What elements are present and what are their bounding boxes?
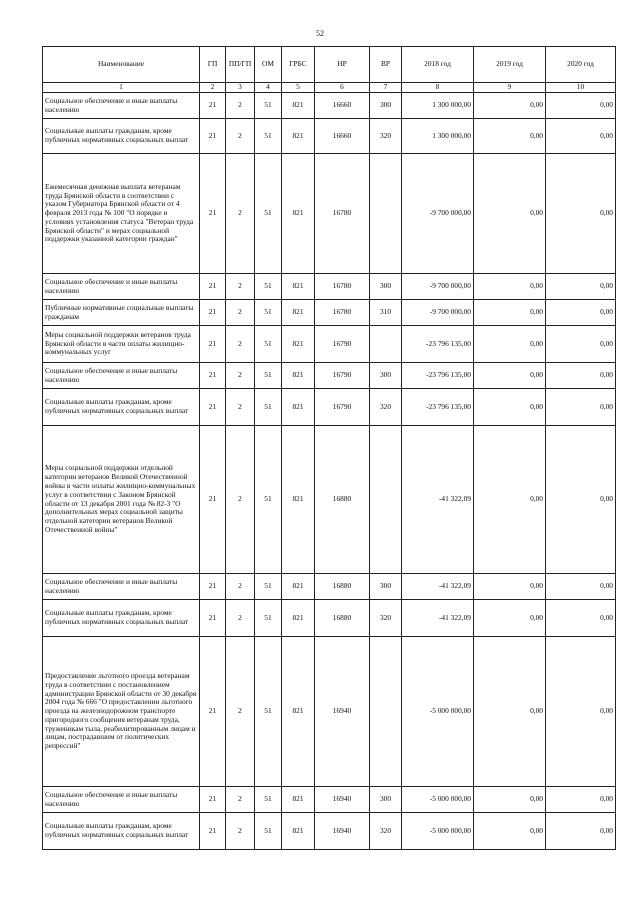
table-cell-2019: 0,00	[474, 300, 546, 326]
table-cell-grbs: 821	[282, 300, 315, 326]
table-cell-2018: -9 700 000,00	[402, 274, 474, 300]
table-cell-ppgp: 2	[226, 363, 255, 389]
table-cell-2020: 0,00	[546, 300, 616, 326]
table-cell-2020: 0,00	[546, 787, 616, 813]
table-cell-2018: -41 322,09	[402, 600, 474, 637]
table-cell-nr: 16780	[315, 300, 370, 326]
table-cell-2018: -5 000 000,00	[402, 787, 474, 813]
table-cell-ppgp: 2	[226, 787, 255, 813]
table-row	[43, 300, 616, 326]
header-grbs: ГРБС	[282, 47, 315, 83]
table-cell-2018: 1 300 000,00	[402, 93, 474, 119]
table-cell-grbs: 821	[282, 389, 315, 426]
table-cell-ppgp: 2	[226, 154, 255, 274]
table-cell-gp: 21	[200, 426, 226, 574]
header-2019: 2019 год	[474, 47, 546, 83]
table-cell-om: 51	[255, 637, 282, 787]
table-cell-name: Социальное обеспечение и иные выплаты населению	[43, 363, 200, 389]
table-cell-nr: 16790	[315, 326, 370, 363]
table-cell-2020: 0,00	[546, 637, 616, 787]
table-cell-grbs: 821	[282, 787, 315, 813]
table-cell-2019: 0,00	[474, 574, 546, 600]
table-cell-ppgp: 2	[226, 274, 255, 300]
table-cell-name: Ежемесячная денежная выплата ветеранам труда Брянской области в соответствии с указом Губернатора Брянской области от 4 февраля 2013 года № 100 "О порядке и условиях установления статуса "Ветеран труда Брянской области" и мерах социальной поддержки указанной категории граждан"	[43, 154, 200, 274]
table-cell-vr: 300	[370, 93, 402, 119]
table-cell-2018: -23 796 135,00	[402, 389, 474, 426]
table-cell-name: Социальные выплаты гражданам, кроме публичных нормативных социальных выплат	[43, 813, 200, 850]
table-cell-vr: 310	[370, 300, 402, 326]
table-row	[43, 426, 616, 574]
table-cell-om: 51	[255, 363, 282, 389]
table-cell-grbs: 821	[282, 813, 315, 850]
table-cell-gp: 21	[200, 787, 226, 813]
table-cell-om: 51	[255, 813, 282, 850]
table-cell-2019: 0,00	[474, 426, 546, 574]
column-number: 9	[474, 83, 546, 93]
column-number-row	[43, 83, 616, 93]
page-number: 52	[316, 29, 324, 38]
table-cell-om: 51	[255, 426, 282, 574]
table-cell-om: 51	[255, 300, 282, 326]
table-cell-nr: 16660	[315, 93, 370, 119]
header-vr: ВР	[370, 47, 402, 83]
table-row	[43, 637, 616, 787]
table-cell-2020: 0,00	[546, 154, 616, 274]
table-cell-grbs: 821	[282, 154, 315, 274]
table-cell-ppgp: 2	[226, 326, 255, 363]
table-cell-name: Социальное обеспечение и иные выплаты населению	[43, 93, 200, 119]
table-body	[43, 93, 616, 850]
table-cell-2018: -5 000 000,00	[402, 637, 474, 787]
table-cell-2018: -5 000 000,00	[402, 813, 474, 850]
table-cell-nr: 16780	[315, 154, 370, 274]
table-cell-2020: 0,00	[546, 813, 616, 850]
table-row	[43, 93, 616, 119]
table-cell-nr: 16790	[315, 363, 370, 389]
table-cell-2020: 0,00	[546, 93, 616, 119]
table-cell-nr: 16940	[315, 637, 370, 787]
header-2020: 2020 год	[546, 47, 616, 83]
table-cell-name: Социальное обеспечение и иные выплаты населению	[43, 274, 200, 300]
table-cell-2020: 0,00	[546, 574, 616, 600]
table-cell-2018: -41 322,09	[402, 574, 474, 600]
header-gp: ГП	[200, 47, 226, 83]
table-cell-2018: -41 322,09	[402, 426, 474, 574]
table-cell-gp: 21	[200, 574, 226, 600]
table-row	[43, 363, 616, 389]
table-cell-om: 51	[255, 389, 282, 426]
table-cell-vr	[370, 326, 402, 363]
table-cell-grbs: 821	[282, 363, 315, 389]
table-row	[43, 787, 616, 813]
table-cell-gp: 21	[200, 326, 226, 363]
table-cell-nr: 16880	[315, 426, 370, 574]
table-cell-grbs: 821	[282, 326, 315, 363]
table-cell-gp: 21	[200, 600, 226, 637]
table-cell-ppgp: 2	[226, 389, 255, 426]
table-cell-om: 51	[255, 274, 282, 300]
column-number: 6	[315, 83, 370, 93]
table-cell-grbs: 821	[282, 426, 315, 574]
table-cell-vr: 320	[370, 389, 402, 426]
table-cell-name: Публичные нормативные социальные выплаты гражданам	[43, 300, 200, 326]
table-cell-2020: 0,00	[546, 326, 616, 363]
table-row	[43, 600, 616, 637]
table-cell-grbs: 821	[282, 119, 315, 154]
table-cell-2019: 0,00	[474, 363, 546, 389]
table-cell-om: 51	[255, 154, 282, 274]
column-number: 7	[370, 83, 402, 93]
table-cell-vr	[370, 154, 402, 274]
table-cell-ppgp: 2	[226, 574, 255, 600]
header-nr: НР	[315, 47, 370, 83]
table-cell-grbs: 821	[282, 93, 315, 119]
table-cell-om: 51	[255, 574, 282, 600]
table-cell-2018: -23 796 135,00	[402, 326, 474, 363]
column-number: 2	[200, 83, 226, 93]
table-row	[43, 274, 616, 300]
column-number: 1	[43, 83, 200, 93]
table-row	[43, 813, 616, 850]
table-cell-gp: 21	[200, 300, 226, 326]
column-number: 8	[402, 83, 474, 93]
table-cell-om: 51	[255, 787, 282, 813]
header-ppgp: ПП/ГП	[226, 47, 255, 83]
table-cell-vr: 320	[370, 119, 402, 154]
table-cell-name: Меры социальной поддержки отдельной категории ветеранов Великой Отечественной войны в части оплаты жилищно-коммунальных услуг в соответствии с Законом Брянской области от 13 декабря 2001 года № 82-З "О дополнительных мерах социальной защиты отдельной категории ветеранов Великой Отечественной войны"	[43, 426, 200, 574]
table-cell-nr: 16940	[315, 787, 370, 813]
table-row	[43, 389, 616, 426]
table-cell-2019: 0,00	[474, 119, 546, 154]
table-cell-2020: 0,00	[546, 600, 616, 637]
header-row	[43, 47, 616, 83]
table-cell-2020: 0,00	[546, 389, 616, 426]
table-cell-name: Социальное обеспечение и иные выплаты населению	[43, 574, 200, 600]
table-cell-2019: 0,00	[474, 600, 546, 637]
column-number: 4	[255, 83, 282, 93]
table-row	[43, 574, 616, 600]
table-cell-name: Социальное обеспечение и иные выплаты населению	[43, 787, 200, 813]
table-cell-2020: 0,00	[546, 274, 616, 300]
table-cell-name: Меры социальной поддержки ветеранов труда Брянской области в части оплаты жилищно-коммунальных услуг	[43, 326, 200, 363]
table-cell-vr	[370, 637, 402, 787]
table-cell-gp: 21	[200, 363, 226, 389]
table-cell-nr: 16880	[315, 574, 370, 600]
table-cell-2018: -9 700 000,00	[402, 300, 474, 326]
table-cell-ppgp: 2	[226, 119, 255, 154]
table-cell-2019: 0,00	[474, 93, 546, 119]
table-cell-nr: 16880	[315, 600, 370, 637]
table-cell-nr: 16940	[315, 813, 370, 850]
budget-table	[42, 46, 616, 850]
table-cell-ppgp: 2	[226, 426, 255, 574]
table-cell-2020: 0,00	[546, 119, 616, 154]
table-row	[43, 326, 616, 363]
table-cell-gp: 21	[200, 813, 226, 850]
table-cell-name: Социальные выплаты гражданам, кроме публичных нормативных социальных выплат	[43, 600, 200, 637]
table-cell-gp: 21	[200, 119, 226, 154]
table-cell-vr: 300	[370, 787, 402, 813]
table-cell-vr: 320	[370, 813, 402, 850]
table-cell-grbs: 821	[282, 574, 315, 600]
table-row	[43, 154, 616, 274]
header-2018: 2018 год	[402, 47, 474, 83]
table-cell-nr: 16660	[315, 119, 370, 154]
table-cell-grbs: 821	[282, 637, 315, 787]
table-cell-2018: -9 700 000,00	[402, 154, 474, 274]
table-cell-name: Предоставление льготного проезда ветеранам труда в соответствии с постановлением администрации Брянской области от 30 декабря 2004 года № 666 "О предоставлении льготного проезда на железнодорожном транспорте пригородного сообщения ветеранам труда, труженикам тыла, реабилитированным лицам и лицам, пострадавшим от политических репрессий"	[43, 637, 200, 787]
column-number: 10	[546, 83, 616, 93]
table-cell-ppgp: 2	[226, 93, 255, 119]
table-cell-2019: 0,00	[474, 637, 546, 787]
header-om: ОМ	[255, 47, 282, 83]
table-cell-2019: 0,00	[474, 389, 546, 426]
table-cell-vr: 300	[370, 574, 402, 600]
table-cell-vr	[370, 426, 402, 574]
table-cell-om: 51	[255, 600, 282, 637]
table-cell-om: 51	[255, 119, 282, 154]
table-cell-2020: 0,00	[546, 363, 616, 389]
table-cell-gp: 21	[200, 154, 226, 274]
table-cell-2019: 0,00	[474, 326, 546, 363]
table-cell-ppgp: 2	[226, 600, 255, 637]
column-number: 3	[226, 83, 255, 93]
table-cell-vr: 320	[370, 600, 402, 637]
table-cell-nr: 16780	[315, 274, 370, 300]
column-number: 5	[282, 83, 315, 93]
table-cell-2020: 0,00	[546, 426, 616, 574]
table-cell-2019: 0,00	[474, 813, 546, 850]
table-cell-ppgp: 2	[226, 813, 255, 850]
table-cell-gp: 21	[200, 274, 226, 300]
table-cell-gp: 21	[200, 93, 226, 119]
table-cell-om: 51	[255, 326, 282, 363]
table-cell-vr: 300	[370, 363, 402, 389]
table-cell-grbs: 821	[282, 600, 315, 637]
table-cell-om: 51	[255, 93, 282, 119]
table-cell-name: Социальные выплаты гражданам, кроме публичных нормативных социальных выплат	[43, 119, 200, 154]
table-row	[43, 119, 616, 154]
table-cell-ppgp: 2	[226, 637, 255, 787]
table-cell-2019: 0,00	[474, 154, 546, 274]
table-cell-2018: 1 300 000,00	[402, 119, 474, 154]
header-name: Наименование	[43, 47, 200, 83]
table-cell-gp: 21	[200, 389, 226, 426]
table-cell-vr: 300	[370, 274, 402, 300]
table-cell-nr: 16790	[315, 389, 370, 426]
table-cell-ppgp: 2	[226, 300, 255, 326]
table-cell-2019: 0,00	[474, 787, 546, 813]
table-cell-name: Социальные выплаты гражданам, кроме публичных нормативных социальных выплат	[43, 389, 200, 426]
table-cell-grbs: 821	[282, 274, 315, 300]
table-cell-gp: 21	[200, 637, 226, 787]
table-cell-2019: 0,00	[474, 274, 546, 300]
table-cell-2018: -23 796 135,00	[402, 363, 474, 389]
